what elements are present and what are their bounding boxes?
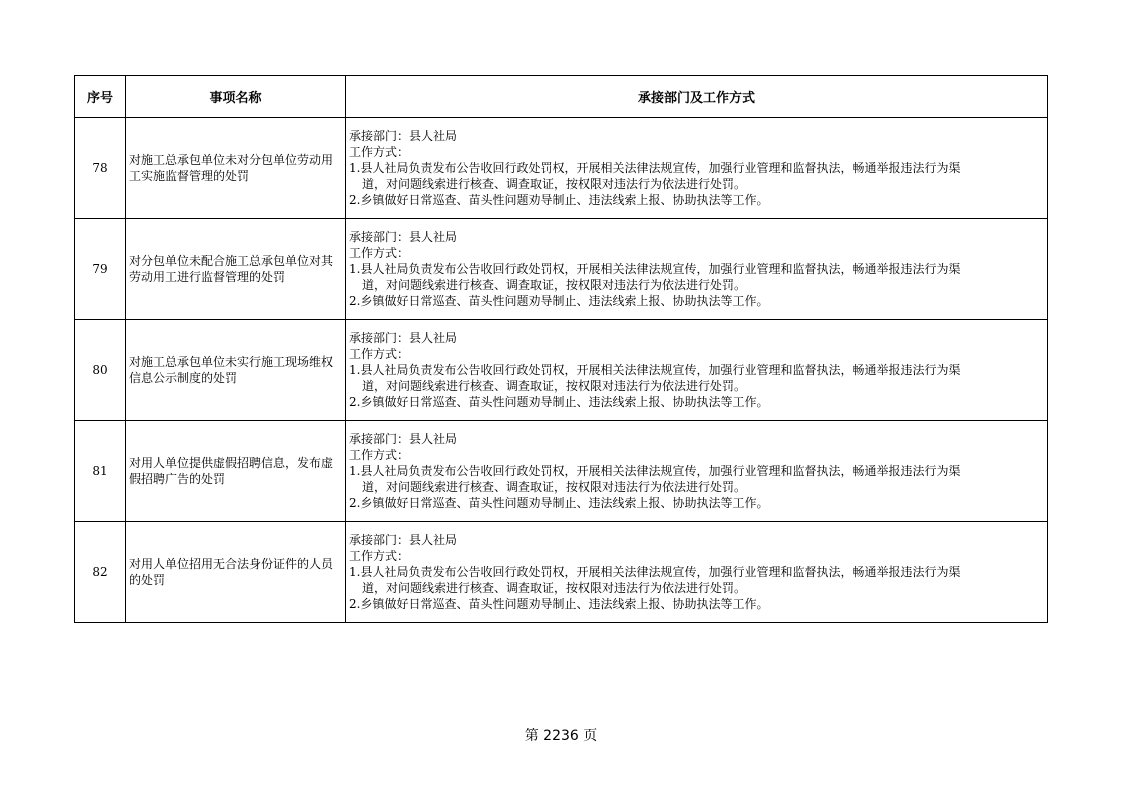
dept-line: 承接部门：县人社局 (349, 230, 458, 244)
row-num: 82 (75, 522, 126, 623)
row-detail (346, 522, 1048, 623)
row-name: 对用人单位提供虚假招聘信息，发布虚假招聘广告的处罚 (126, 421, 346, 522)
row-num: 78 (75, 118, 126, 219)
row-num: 81 (75, 421, 126, 522)
row-detail (346, 421, 1048, 522)
row-detail (346, 118, 1048, 219)
method-line-2: 2.乡镇做好日常巡查、苗头性问题劝导制止、违法线索上报、协助执法等工作。 (349, 193, 769, 207)
dept-line: 承接部门：县人社局 (349, 331, 458, 345)
dept-line: 承接部门：县人社局 (349, 432, 458, 446)
header-detail: 承接部门及工作方式 (346, 76, 1048, 118)
row-name: 对施工总承包单位未对分包单位劳动用工实施监督管理的处罚 (126, 118, 346, 219)
table-row (75, 118, 1048, 219)
table-header-row (75, 76, 1048, 118)
method-line-1: 1.县人社局负责发布公告收回行政处罚权，开展相关法律法规宣传，加强行业管理和监督执法，畅通举报违法行为渠 (349, 161, 961, 175)
method-label: 工作方式： (349, 246, 410, 260)
method-line-1-cont: 道，对问题线索进行核查、调查取证，按权限对违法行为依法进行处罚。 (362, 480, 747, 494)
method-line-1-cont: 道，对问题线索进行核查、调查取证，按权限对违法行为依法进行处罚。 (362, 379, 747, 393)
items-table (74, 75, 1048, 623)
method-line-2: 2.乡镇做好日常巡查、苗头性问题劝导制止、违法线索上报、协助执法等工作。 (349, 597, 769, 611)
method-line-1-cont: 道，对问题线索进行核查、调查取证，按权限对违法行为依法进行处罚。 (362, 177, 747, 191)
method-label: 工作方式： (349, 549, 410, 563)
row-name: 对用人单位招用无合法身份证件的人员的处罚 (126, 522, 346, 623)
method-line-2: 2.乡镇做好日常巡查、苗头性问题劝导制止、违法线索上报、协助执法等工作。 (349, 294, 769, 308)
row-name: 对施工总承包单位未实行施工现场维权信息公示制度的处罚 (126, 320, 346, 421)
row-detail (346, 320, 1048, 421)
dept-line: 承接部门：县人社局 (349, 533, 458, 547)
method-label: 工作方式： (349, 145, 410, 159)
method-line-1: 1.县人社局负责发布公告收回行政处罚权，开展相关法律法规宣传，加强行业管理和监督执法，畅通举报违法行为渠 (349, 363, 961, 377)
method-line-1-cont: 道，对问题线索进行核查、调查取证，按权限对违法行为依法进行处罚。 (362, 278, 747, 292)
table-row (75, 421, 1048, 522)
method-line-1: 1.县人社局负责发布公告收回行政处罚权，开展相关法律法规宣传，加强行业管理和监督执法，畅通举报违法行为渠 (349, 262, 961, 276)
header-name: 事项名称 (126, 76, 346, 118)
table-row (75, 320, 1048, 421)
method-line-2: 2.乡镇做好日常巡查、苗头性问题劝导制止、违法线索上报、协助执法等工作。 (349, 496, 769, 510)
row-detail (346, 219, 1048, 320)
method-label: 工作方式： (349, 347, 410, 361)
table-row (75, 219, 1048, 320)
method-line-1-cont: 道，对问题线索进行核查、调查取证，按权限对违法行为依法进行处罚。 (362, 581, 747, 595)
page-number: 第 2236 页 (524, 728, 598, 744)
table-row (75, 522, 1048, 623)
row-num: 80 (75, 320, 126, 421)
row-num: 79 (75, 219, 126, 320)
method-line-1: 1.县人社局负责发布公告收回行政处罚权，开展相关法律法规宣传，加强行业管理和监督执法，畅通举报违法行为渠 (349, 464, 961, 478)
header-num: 序号 (75, 76, 126, 118)
method-line-2: 2.乡镇做好日常巡查、苗头性问题劝导制止、违法线索上报、协助执法等工作。 (349, 395, 769, 409)
method-label: 工作方式： (349, 448, 410, 462)
method-line-1: 1.县人社局负责发布公告收回行政处罚权，开展相关法律法规宣传，加强行业管理和监督执法，畅通举报违法行为渠 (349, 565, 961, 579)
row-name: 对分包单位未配合施工总承包单位对其劳动用工进行监督管理的处罚 (126, 219, 346, 320)
dept-line: 承接部门：县人社局 (349, 129, 458, 143)
